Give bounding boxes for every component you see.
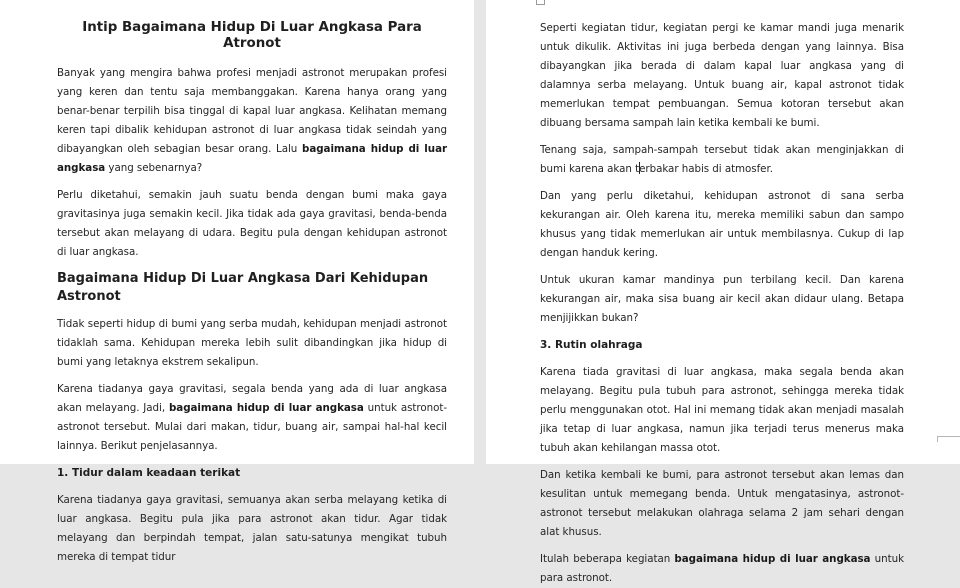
paragraph-intro-end: yang sebenarnya? <box>105 162 203 174</box>
document-title: Intip Bagaimana Hidup Di Luar Angkasa Para Atronot <box>82 20 422 51</box>
subheading-sleep: 1. Tidur dalam keadaan terikat <box>57 467 241 479</box>
bold-phrase: bagaimana hidup di luar angkasa <box>168 402 364 414</box>
paragraph-water: Dan yang perlu diketahui, kehidupan astronot di sana serba kekurangan air. Oleh karena itu, mereka memiliki sabun dan sampo khusus yang tidak memerlukan air untuk membilasnya. Cukup di lap dengan handuk kering. <box>540 190 904 259</box>
paragraph-gravity: Perlu diketahui, semakin jauh suatu benda dengan bumi maka gaya gravitasinya juga semakin kecil. Jika tidak ada gaya gravitasi, benda-benda tersebut akan melayang di udara. Begitu pula dengan kehidupan astronot di luar angkasa. <box>57 189 447 258</box>
paragraph-difference: Tidak seperti hidup di bumi yang serba mudah, kehidupan menjadi astronot tidaklah sama. Kehidupan mereka lebih sulit dibandingkan jika hidup di bumi yang letaknya ekstrem sekalipun. <box>57 318 447 368</box>
paragraph-trash-end: erbakar habis di atmosfer. <box>639 163 773 175</box>
subheading-exercise: 3. Rutin olahraga <box>540 339 643 351</box>
paragraph-floating-end: untuk astronot-astronot tersebut. Mulai dari makan, tidur, buang air, sampai hal-hal kecil lainnya. Berikut penjelasannya. <box>57 402 447 452</box>
document-page-left <box>0 0 474 563</box>
paragraph-bathroom: Seperti kegiatan tidur, kegiatan pergi ke kamar mandi juga menarik untuk dikulik. Aktivitas ini juga berbeda dengan yang lainnya. Bisa dibayangkan jika berada di dalam kapal luar angkasa yang di dalamnya serba melayang. Untuk buang air, kapal astronot tidak memerlukan tempat pembuangan. Semua kotoran tersebut akan dibuang bersama sampah lain ketika kembali ke bumi. <box>540 22 904 129</box>
paragraph-bathroom-size: Untuk ukuran kamar mandinya pun terbilang kecil. Dan karena kekurangan air, maka sisa buang air kecil akan didaur ulang. Betapa menjijikkan bukan? <box>540 274 904 324</box>
paragraph-floating <box>57 380 447 456</box>
paragraph-conclusion-end: untuk para astronot. <box>540 553 904 584</box>
page-corner-mark <box>937 436 960 442</box>
paragraph-floating-text: Karena tiadanya gaya gravitasi, segala benda yang ada di luar angkasa akan melayang. Jadi, <box>57 383 447 414</box>
page-anchor-marker <box>536 0 545 5</box>
paragraph-trash[interactable] <box>540 141 904 179</box>
paragraph-trash-text: Tenang saja, sampah-sampah tersebut tidak akan menginjakkan di bumi karena akan t <box>540 144 904 175</box>
section-heading: Bagaimana Hidup Di Luar Angkasa Dari Kehidupan Astronot <box>57 271 429 304</box>
paragraph-conclusion-text: Itulah beberapa kegiatan <box>540 553 675 565</box>
bold-phrase: bagaimana hidup di luar angkasa <box>57 143 447 174</box>
paragraph-conclusion <box>540 550 904 588</box>
paragraph-muscle: Karena tiada gravitasi di luar angkasa, maka segala benda akan melayang. Begitu pula tubuh para astronot, sehingga mereka tidak perlu menggunakan otot. Hal ini memang tidak akan menjadi masalah jika tetap di luar angkasa, namun jika terjadi terus menerus maka tubuh akan kehilangan massa otot. <box>540 366 904 454</box>
bold-phrase: bagaimana hidup di luar angkasa <box>674 553 871 565</box>
paragraph-sleep: Karena tiadanya gaya gravitasi, semuanya akan serba melayang ketika di luar angkasa. Begitu pula jika para astronot akan tidur. Agar tidak melayang dan berpindah tempat, jalan satu-satunya mengikat tubuh mereka di tempat tidur <box>57 494 447 563</box>
paragraph-intro <box>57 64 447 178</box>
paragraph-exercise: Dan ketika kembali ke bumi, para astronot tersebut akan lemas dan kesulitan untuk memegang benda. Untuk mengatasinya, astronot-astronot tersebut melakukan olahraga selama 2 jam sehari dengan alat khusus. <box>540 469 904 538</box>
paragraph-intro-text: Banyak yang mengira bahwa profesi menjadi astronot merupakan profesi yang keren dan tentu saja membanggakan. Karena hanya orang yang benar-benar terpilih bisa tinggal di kapal luar angkasa. Kelihatan memang keren tapi dibalik kehidupan astronot di luar angkasa tidak seindah yang dibayangkan oleh sebagian besar orang. Lalu <box>57 67 447 155</box>
document-page-right <box>486 0 960 584</box>
